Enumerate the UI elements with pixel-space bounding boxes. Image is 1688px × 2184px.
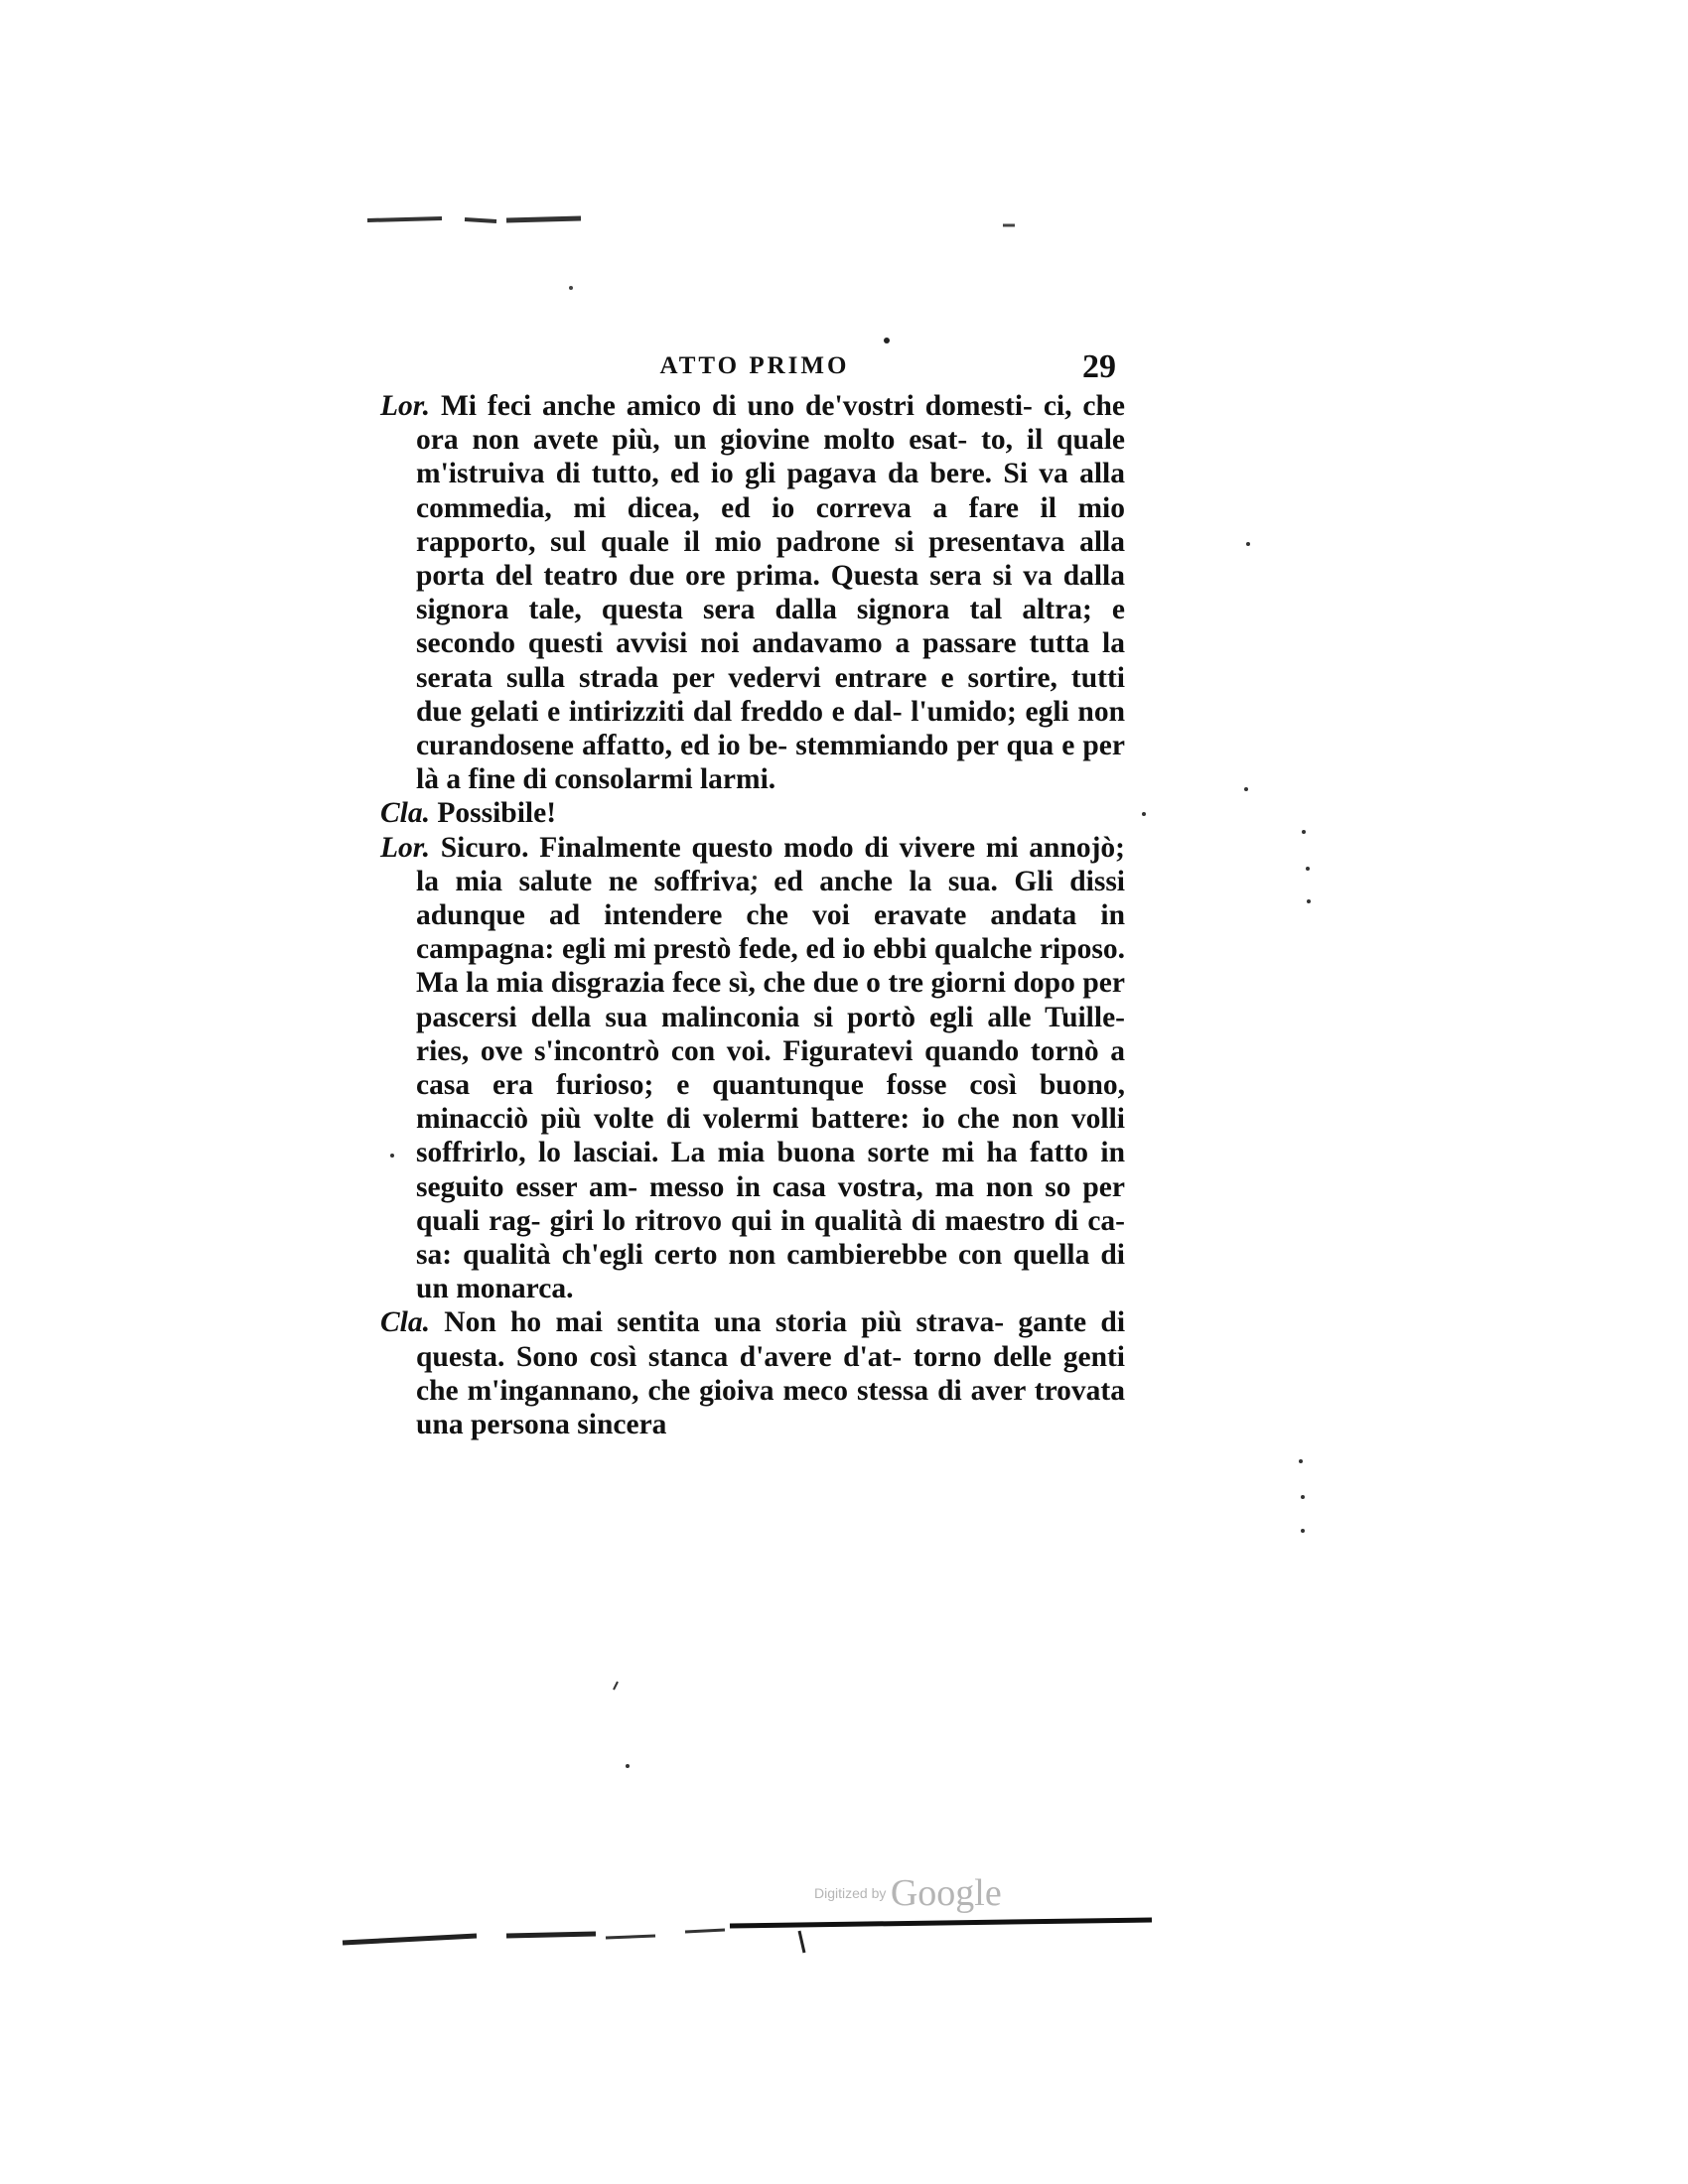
speaker-label: Lor. [380, 390, 430, 422]
text-line: torno delle genti che m'ingannano, che gioiva [416, 1340, 1125, 1407]
text-line: buona sorte mi ha fatto in seguito esser am- [416, 1137, 1125, 1203]
dialogue-text [380, 389, 1125, 1441]
text-line: la sua. Gli dissi adunque ad intendere che voi [416, 865, 1126, 932]
text-line: quella di un monarca. [416, 1239, 1125, 1305]
running-title: ATTO PRIMO [659, 352, 850, 379]
speech-text [437, 797, 556, 829]
google-logo-text: Google [890, 1872, 1002, 1914]
text-line: fece sì, che due o tre giorni dopo per pascersi [416, 967, 1125, 1033]
running-head [377, 348, 1132, 392]
text-line: larmi. [699, 763, 776, 796]
speech-text [416, 390, 1125, 795]
digitized-watermark [814, 1871, 1002, 1915]
speech-claudia-2 [380, 1305, 1125, 1441]
speech-claudia-1 [380, 796, 1125, 830]
text-line: Mi feci anche amico di uno de'vostri domesti- [440, 390, 1033, 422]
speech-text [416, 832, 1125, 1305]
text-line: giri lo ritrovo qui in qualità di maestro di ca- [549, 1204, 1126, 1237]
bottom-scan-artifact [343, 1920, 1152, 1953]
watermark-prefix: Digitized by [814, 1885, 887, 1901]
text-line: ed io ebbi qualche riposo. Ma la mia disgrazia [416, 933, 1126, 1000]
text-line: questi avvisi noi andavamo a passare tutta la [527, 627, 1125, 660]
text-line: meco stessa di aver trovata una persona sincera [416, 1374, 1125, 1441]
text-line: questa sera dalla signora tal altra; e secondo [416, 594, 1126, 660]
text-line: ore prima. Questa sera si va dalla signora tale, [416, 560, 1125, 626]
text-line: Sicuro. Finalmente questo modo di vivere [440, 831, 986, 864]
text-line: ci, che ora non avete più, un giovine molto esat- [416, 390, 1126, 457]
speaker-label: Lor. [380, 831, 430, 864]
text-line: gante di questa. Sono così stanca d'avere d'at- [416, 1306, 1126, 1373]
text-line: ries, ove s'incontrò con voi. Figuratevi quando [416, 1034, 1031, 1067]
text-line: padrone si presentava alla porta del teatro due [416, 525, 1125, 593]
text-line: serata sulla strada per vedervi entrare e sortire, [416, 661, 1071, 694]
text-line: eravate andata in campagna: egli mi prestò fede, [416, 899, 1126, 966]
text-line: tornò a casa era furioso; e quantunque fosse così [416, 1034, 1125, 1102]
text-line: l'umido; egli non curandosene affatto, ed io be- [416, 695, 1125, 762]
text-line: tutti due gelati e intirizziti dal freddo e dal- [416, 661, 1125, 728]
speaker-label: Cla. [380, 797, 430, 830]
text-line: to, il quale m'istruiva di tutto, ed io gli pagava [416, 424, 1125, 490]
text-line: della sua malinconia si portò egli alle Tuille- [530, 1001, 1125, 1033]
text-line: Non ho mai sentita una storia più strava- [444, 1306, 1005, 1339]
text-line: buono, minacciò più volte di volermi battere: [416, 1069, 1125, 1136]
text-line: messo in casa vostra, ma non so per quali rag- [416, 1170, 1125, 1237]
text-line: stemmiando per qua e per là a fine di consolarmi [416, 730, 1125, 796]
text-line: mi annojò; la mia salute ne soffriva, ed anche [416, 831, 1126, 897]
speaker-label: Cla. [380, 1306, 430, 1339]
text-line: Possibile! [437, 797, 557, 830]
speech-lorenzo-2 [380, 831, 1125, 1306]
text-line: correva a fare il mio rapporto, sul quale il mio [416, 491, 1125, 558]
text-line: sa: qualità ch'egli certo non cambierebbe con [416, 1239, 1014, 1272]
text-line: da bere. Si va alla commedia, mi dicea, ed io [416, 458, 1125, 524]
speech-text [416, 1306, 1125, 1440]
speech-lorenzo-1 [380, 389, 1125, 796]
page-number: 29 [1082, 348, 1116, 385]
text-line: io che non volli soffrirlo, lo lasciai. La mia [416, 1103, 1125, 1169]
top-scan-artifact [367, 218, 1015, 343]
